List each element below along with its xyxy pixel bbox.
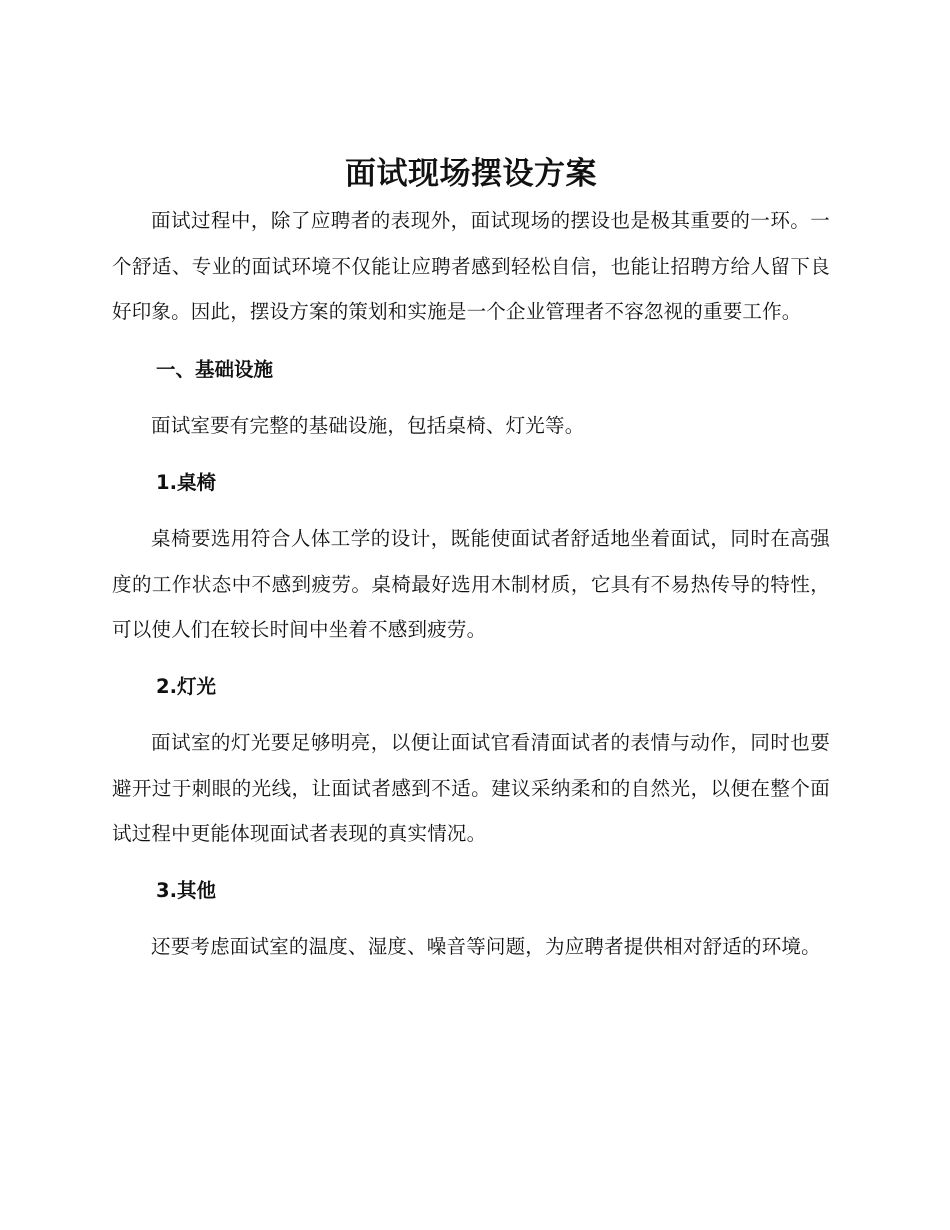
subsection-heading-furniture: 1.桌椅 [156, 470, 216, 494]
spacer [112, 653, 830, 664]
spacer [112, 709, 830, 720]
subsection-paragraph-furniture: 桌椅要选用符合人体工学的设计，既能使面试者舒适地坐着面试，同时在高强度的工作状态中不感到疲劳。桌椅最好选用木制材质，它具有不易热传导的特性，可以使人们在较长时间中坐着不感到疲劳。 [112, 527, 830, 641]
spacer [112, 449, 830, 460]
subsection-heading-other: 3.其他 [156, 878, 216, 902]
document-title: 面试现场摆设方案 [345, 156, 597, 192]
subsection-heading-lighting: 2.灯光 [156, 674, 216, 698]
spacer [112, 392, 830, 403]
spacer [112, 505, 830, 516]
spacer [112, 335, 830, 347]
document-page [112, 150, 830, 970]
section-heading-infrastructure: 一、基础设施 [156, 357, 274, 381]
subsection-paragraph-other: 还要考虑面试室的温度、湿度、噪音等问题，为应聘者提供相对舒适的环境。 [151, 935, 821, 958]
subsection-paragraph-lighting: 面试室的灯光要足够明亮，以便让面试官看清面试者的表情与动作，同时也要避开过于刺眼的光线，让面试者感到不适。建议采纳柔和的自然光，以便在整个面试过程中更能体现面试者表现的真实情况。 [112, 731, 830, 845]
spacer [112, 857, 830, 868]
section-paragraph-infrastructure: 面试室要有完整的基础设施，包括桌椅、灯光等。 [151, 414, 585, 437]
intro-paragraph: 面试过程中，除了应聘者的表现外，面试现场的摆设也是极其重要的一环。一个舒适、专业的面试环境不仅能让应聘者感到轻松自信，也能让招聘方给人留下良好印象。因此，摆设方案的策划和实施是一个企业管理者不容忽视的重要工作。 [112, 209, 830, 323]
spacer [112, 913, 830, 924]
